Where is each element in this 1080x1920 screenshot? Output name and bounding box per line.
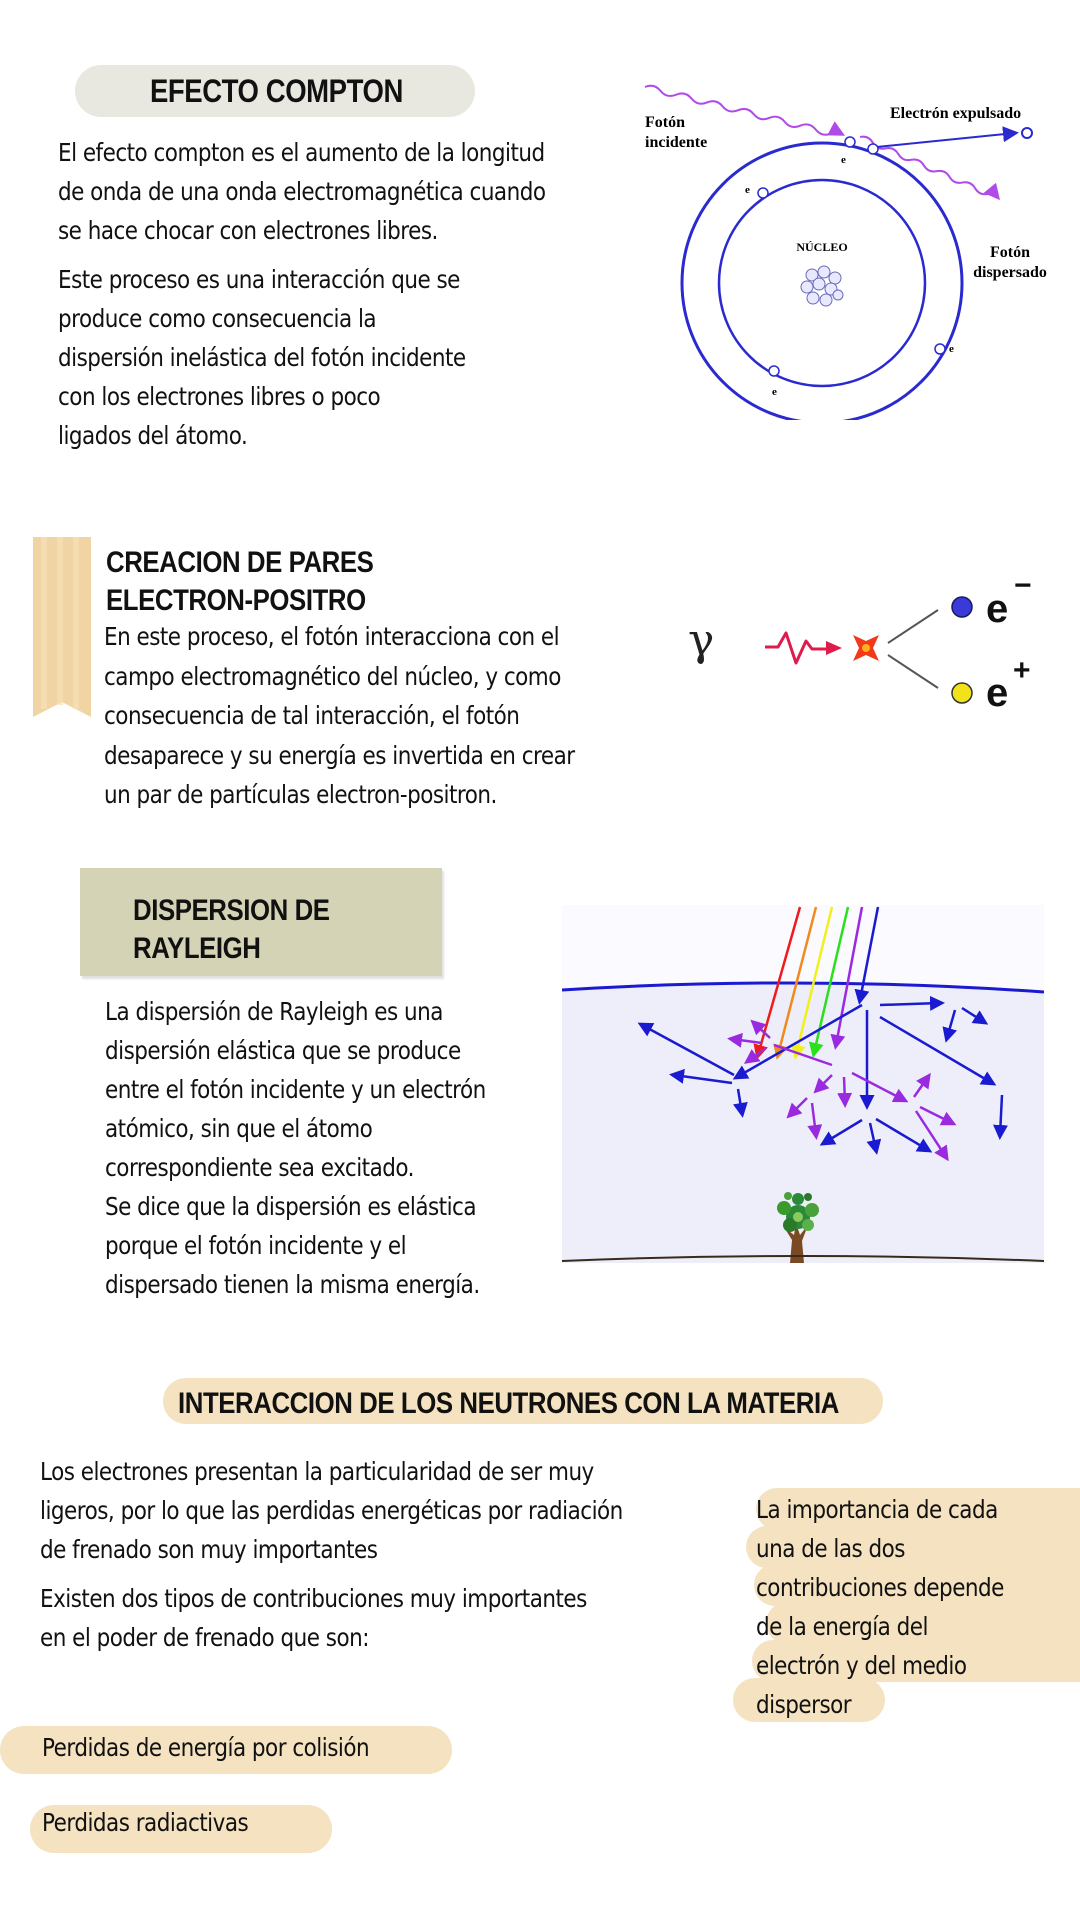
- svg-text:Fotón: Fotón: [645, 114, 685, 131]
- svg-text:Electrón expulsado: Electrón expulsado: [890, 105, 1022, 122]
- bookmark-ribbon-icon: [33, 537, 91, 717]
- svg-text:e: e: [986, 587, 1009, 631]
- neutrons-aside-note: La importancia de cada una de las dos contribuciones depende de la energía del electrón y del medio dispersor: [756, 1495, 1004, 1719]
- neutrons-paragraph-1: Los electrones presentan la particularidad de ser muy ligeros, por lo que las perdidas energéticas por radiación de frenado son muy importantes: [40, 1457, 623, 1564]
- nucleus-icon: [801, 266, 843, 306]
- neutrons-title: INTERACCION DE LOS NEUTRONES CON LA MATERIA: [178, 1387, 839, 1420]
- collision-loss-item: Perdidas de energía por colisión: [42, 1733, 370, 1762]
- rayleigh-scattering-diagram: [562, 905, 1044, 1263]
- pair-creation-title: CREACION DE PARES ELECTRON-POSITRO: [106, 546, 374, 617]
- pair-creation-diagram: [670, 565, 1050, 720]
- svg-text:e: e: [745, 184, 750, 196]
- svg-text:e: e: [986, 671, 1009, 715]
- pair-creation-description: En este proceso, el fotón interacciona con el campo electromagnético del núcleo, y como consecuencia de tal interacción, el fotón desaparece y su energía es invertida en crear un par de partículas electron-positron.: [104, 622, 575, 809]
- svg-text:e: e: [772, 386, 777, 398]
- compton-paragraph-1: El efecto compton es el aumento de la longitud de onda de una onda electromagnética cuando se hace chocar con electrones libres.: [58, 138, 546, 245]
- compton-atom-diagram: [635, 75, 1075, 420]
- svg-text:+: +: [1013, 654, 1031, 687]
- svg-text:e: e: [841, 154, 846, 166]
- neutrons-description: [40, 1452, 623, 1657]
- rayleigh-description: La dispersión de Rayleigh es una dispersión elástica que se produce entre el fotón incidente y un electrón atómico, sin que el átomo correspondiente sea excitado. Se dice que la dispersión es elástica porque el fotón incidente y el dispersado tienen la misma energía.: [105, 997, 486, 1299]
- rayleigh-title: DISPERSION DE RAYLEIGH: [133, 894, 330, 965]
- compton-paragraph-2: Este proceso es una interacción que se produce como consecuencia la dispersión inelástica del fotón incidente con los electrones libres o poco ligados del átomo.: [58, 265, 466, 450]
- gamma-symbol: γ: [688, 615, 715, 666]
- svg-text:incidente: incidente: [645, 134, 708, 151]
- svg-text:dispersado: dispersado: [973, 264, 1047, 281]
- svg-text:Fotón: Fotón: [990, 244, 1030, 261]
- svg-text:NÚCLEO: NÚCLEO: [796, 240, 848, 254]
- svg-text:−: −: [1014, 569, 1032, 602]
- positron-icon: [952, 683, 972, 703]
- svg-text:e: e: [949, 343, 954, 355]
- radiative-loss-item: Perdidas radiactivas: [42, 1808, 249, 1837]
- neutrons-paragraph-2: Existen dos tipos de contribuciones muy importantes en el poder de frenado que son:: [40, 1584, 587, 1652]
- compton-description: [58, 133, 545, 455]
- electron-icon: [952, 597, 972, 617]
- interaction-point-icon: [853, 635, 879, 661]
- compton-title: EFECTO COMPTON: [150, 73, 403, 109]
